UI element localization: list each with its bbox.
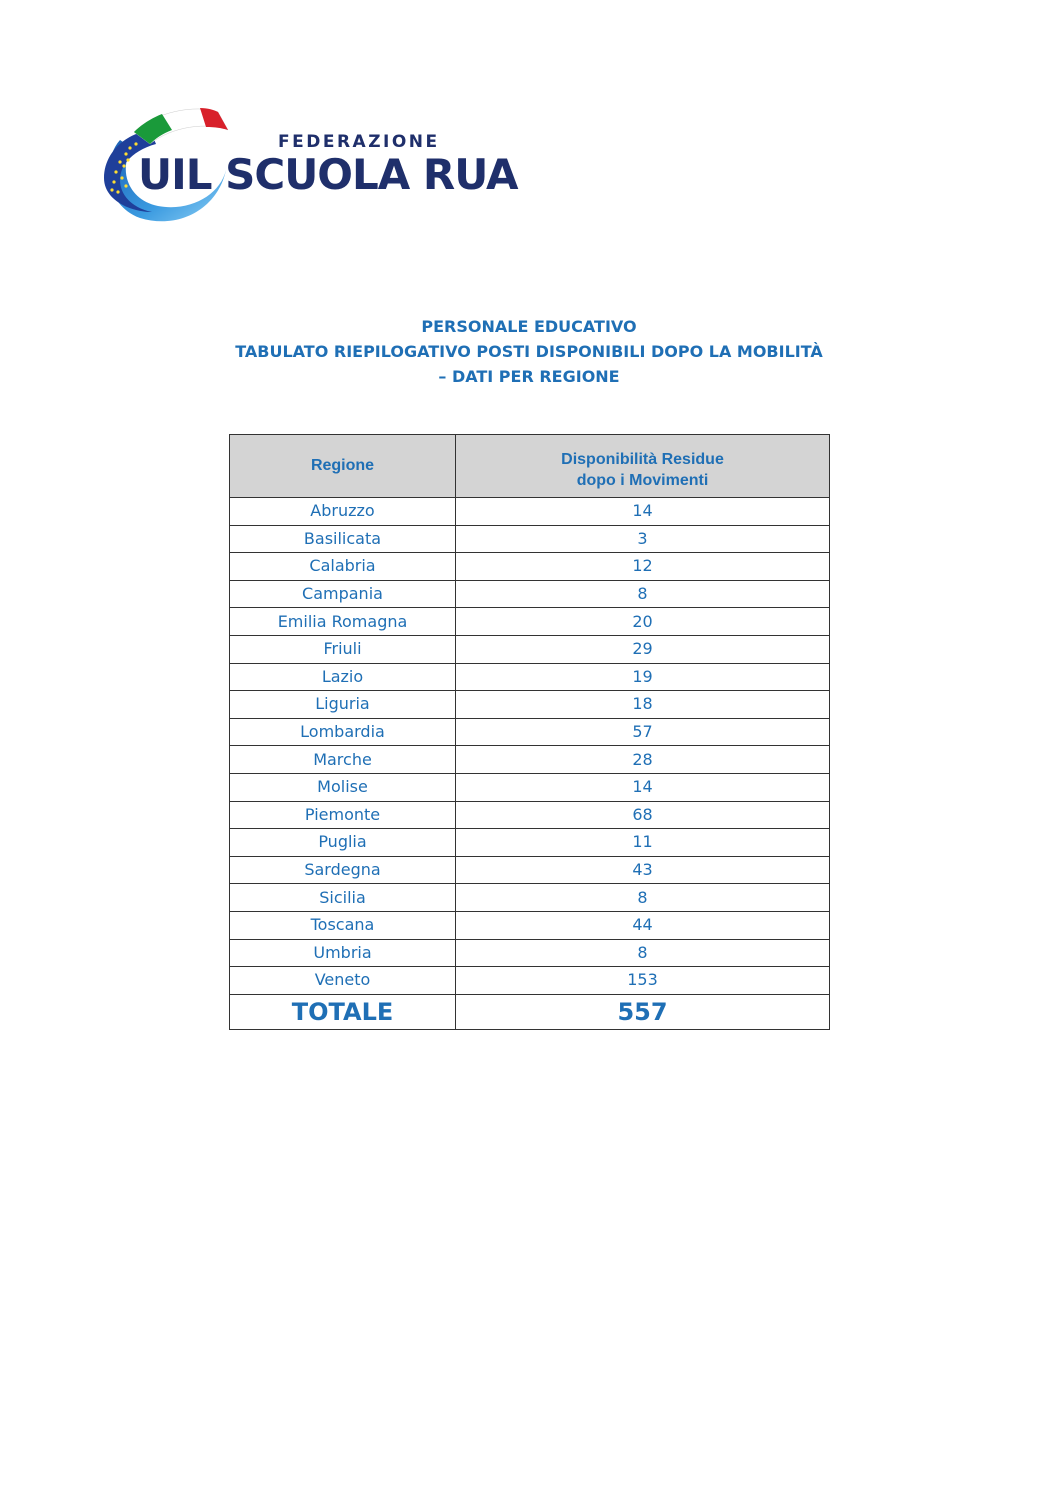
header-disponibilita [456,435,830,498]
table-row [230,553,830,581]
value-cell: 3 [456,525,830,553]
region-cell: Liguria [230,691,456,719]
value-cell: 8 [456,884,830,912]
table-body [230,498,830,1030]
value-cell: 8 [456,939,830,967]
region-cell: Molise [230,773,456,801]
table-row [230,580,830,608]
table-row [230,608,830,636]
value-cell: 57 [456,718,830,746]
region-cell: Marche [230,746,456,774]
table-row [230,635,830,663]
region-cell: Umbria [230,939,456,967]
value-cell: 29 [456,635,830,663]
value-cell: 28 [456,746,830,774]
title-line-1: PERSONALE EDUCATIVO [421,317,637,336]
table-row [230,773,830,801]
region-cell: Calabria [230,553,456,581]
region-cell: Puglia [230,829,456,857]
region-cell: Lombardia [230,718,456,746]
value-cell: 14 [456,773,830,801]
header-disponibilita-line1: Disponibilità Residue [561,451,724,468]
total-row [230,994,830,1029]
logo-federazione-text: FEDERAZIONE [278,132,440,152]
value-cell: 153 [456,967,830,995]
table-row [230,829,830,857]
logo-main-text: UIL SCUOLA RUA [138,150,518,199]
header-disponibilita-line2: dopo i Movimenti [576,472,709,489]
table-row [230,939,830,967]
table-row [230,856,830,884]
value-cell: 20 [456,608,830,636]
table-row [230,746,830,774]
value-cell: 14 [456,498,830,526]
title-line-2: TABULATO RIEPILOGATIVO POSTI DISPONIBILI DOPO LA MOBILITÀ [235,342,823,361]
region-cell: Abruzzo [230,498,456,526]
table-row [230,498,830,526]
table-row [230,801,830,829]
table-row [230,967,830,995]
region-cell: Veneto [230,967,456,995]
table-row [230,718,830,746]
region-cell: Basilicata [230,525,456,553]
value-cell: 11 [456,829,830,857]
table-header-row [230,435,830,498]
region-cell: Emilia Romagna [230,608,456,636]
table-row [230,525,830,553]
value-cell: 44 [456,911,830,939]
value-cell: 12 [456,553,830,581]
regions-table [229,434,830,1030]
table-row [230,884,830,912]
logo [100,100,518,230]
title-line-3: – DATI PER REGIONE [438,367,620,386]
table-row [230,691,830,719]
total-label: TOTALE [230,994,456,1029]
total-value: 557 [456,994,830,1029]
table-row [230,663,830,691]
region-cell: Lazio [230,663,456,691]
region-cell: Sicilia [230,884,456,912]
value-cell: 18 [456,691,830,719]
region-cell: Piemonte [230,801,456,829]
header-regione: Regione [230,435,456,498]
region-cell: Toscana [230,911,456,939]
value-cell: 68 [456,801,830,829]
region-cell: Sardegna [230,856,456,884]
document-titles [0,314,1058,389]
region-cell: Friuli [230,635,456,663]
table-row [230,911,830,939]
value-cell: 43 [456,856,830,884]
value-cell: 19 [456,663,830,691]
value-cell: 8 [456,580,830,608]
region-cell: Campania [230,580,456,608]
